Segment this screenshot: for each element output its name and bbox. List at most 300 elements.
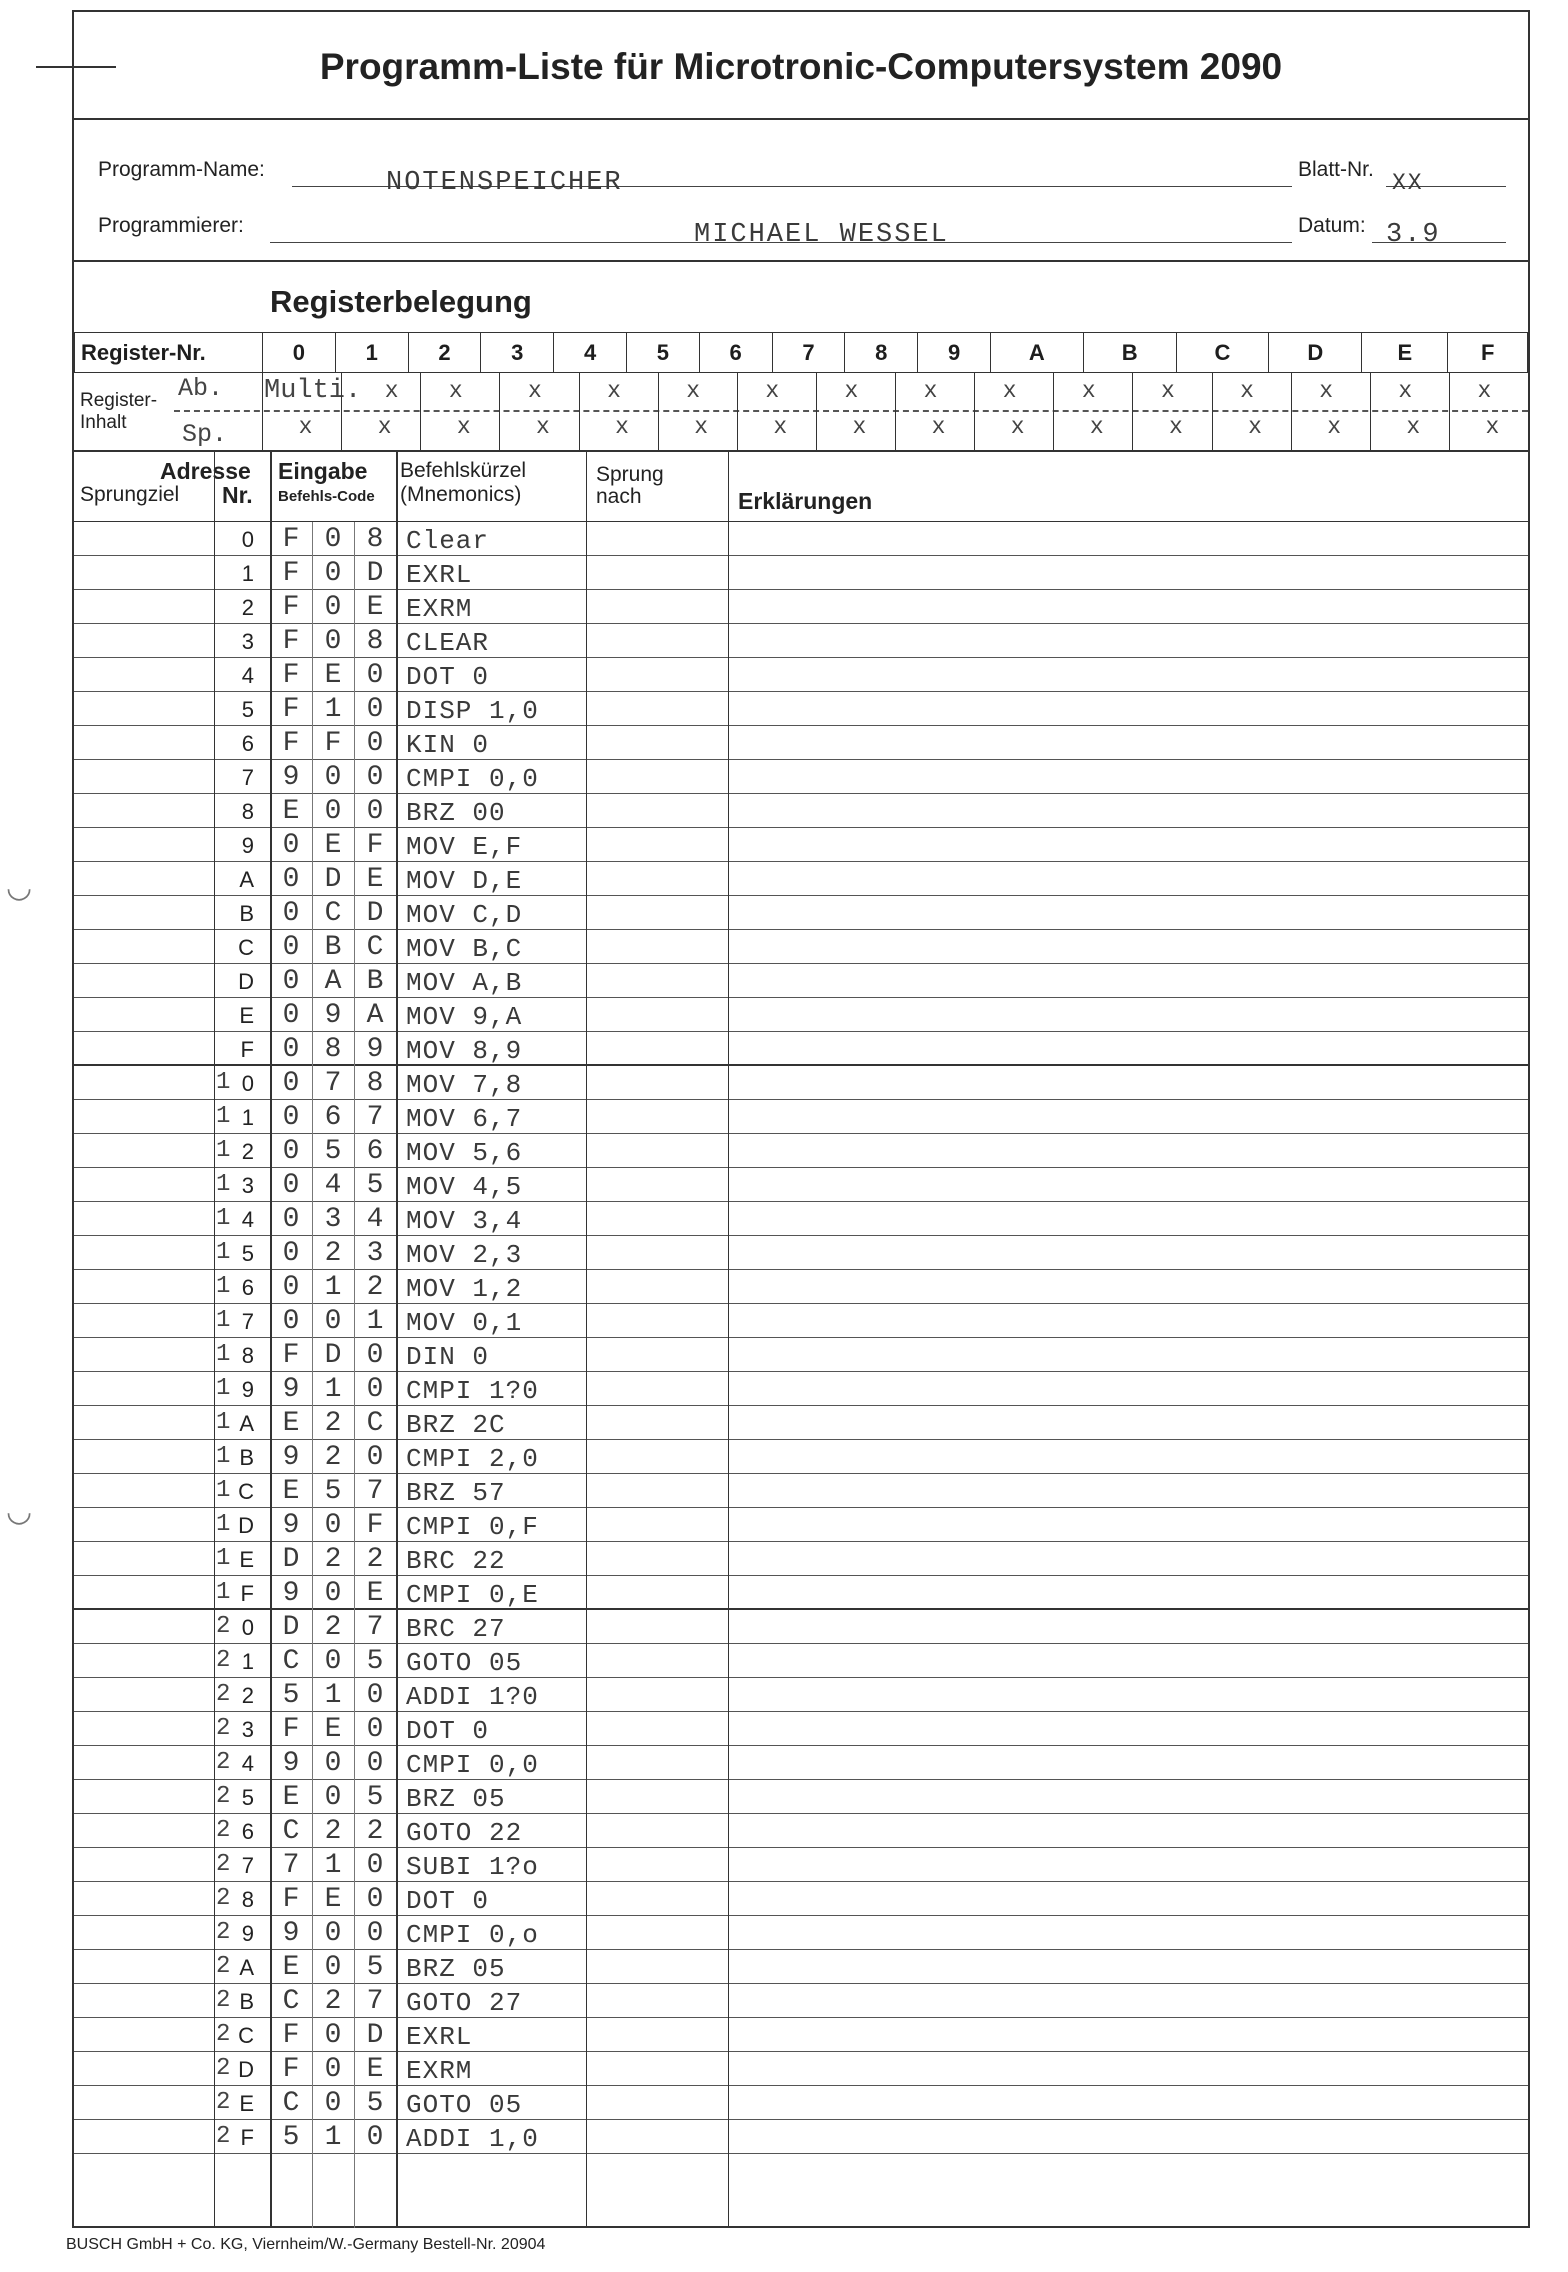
erklaerungen-label: Erklärungen: [738, 488, 873, 514]
blatt-value: XX: [1392, 170, 1424, 196]
mnemonic: DOT 0: [406, 1716, 490, 1746]
opcode-digit: 0: [324, 524, 342, 555]
address-high-digit: 1: [216, 1239, 231, 1266]
table-row: [74, 1304, 1528, 1338]
register-col-line: [1212, 372, 1213, 452]
opcode-digit: 1: [324, 1850, 342, 1881]
register-inhalt-label-2: Inhalt: [80, 412, 127, 433]
mnemonic: EXRM: [406, 594, 473, 624]
opcode-digit: D: [282, 1612, 300, 1643]
opcode-digit: 0: [282, 1102, 300, 1133]
sprungziel-label: Sprungziel: [80, 483, 180, 506]
programm-name-value: NOTENSPEICHER: [386, 168, 623, 198]
mnemonic: BRZ 00: [406, 798, 506, 828]
register-x-mark: x: [1485, 414, 1500, 440]
address-nr: A: [239, 1955, 254, 1980]
register-number: D: [1269, 333, 1362, 373]
mnemonic: MOV 3,4: [406, 1206, 523, 1236]
table-row: [74, 1168, 1528, 1202]
register-x-mark: x: [1327, 414, 1341, 440]
nr-label: Nr.: [222, 482, 253, 508]
register-x-mark: x: [607, 378, 621, 404]
address-high-digit: 2: [216, 2055, 231, 2082]
mnemonic: ADDI 1,0: [406, 2124, 539, 2154]
opcode-digit: F: [366, 830, 384, 861]
address-nr: 7: [241, 1309, 254, 1334]
program-sheet: [72, 10, 1530, 2228]
mnemonic: EXRM: [406, 2056, 473, 2086]
mnemonic: CMPI 0,E: [406, 1580, 539, 1610]
register-x-mark: x: [456, 414, 471, 440]
register-x-mark: x: [615, 414, 629, 440]
opcode-digit: F: [282, 2054, 300, 2085]
opcode-digit: 0: [324, 2088, 342, 2119]
opcode-digit: E: [282, 1476, 300, 1507]
opcode-digit: 7: [366, 1612, 384, 1643]
address-high-digit: 1: [216, 1579, 231, 1606]
mnemonic: CMPI 0,o: [406, 1920, 539, 1950]
table-row: [74, 1474, 1528, 1508]
opcode-digit: 2: [366, 1272, 384, 1303]
opcode-digit: 0: [366, 1748, 384, 1779]
opcode-digit: 0: [282, 1306, 300, 1337]
mnemonic: MOV 7,8: [406, 1070, 523, 1100]
opcode-digit: 0: [324, 1952, 342, 1983]
opcode-digit: 7: [366, 1102, 384, 1133]
register-label-line: [262, 372, 263, 452]
table-row: [74, 2120, 1528, 2154]
address-nr: 8: [241, 1887, 254, 1912]
register-number-table: [74, 332, 1528, 373]
register-x-mark: x: [1160, 378, 1175, 404]
table-row: [74, 1780, 1528, 1814]
opcode-digit: 0: [324, 2020, 342, 2051]
opcode-digit: 7: [366, 1986, 384, 2017]
mnemonic: BRZ 05: [406, 1784, 506, 1814]
opcode-digit: 8: [366, 1068, 384, 1099]
address-nr: E: [239, 2091, 254, 2116]
opcode-digit: 0: [324, 1510, 342, 1541]
opcode-digit: 5: [366, 1170, 384, 1201]
opcode-digit: 5: [282, 2122, 300, 2153]
opcode-digit: E: [324, 1884, 342, 1915]
address-nr: F: [240, 1037, 254, 1062]
opcode-digit: D: [366, 558, 384, 589]
address-nr: 5: [241, 697, 254, 722]
register-col-line: [420, 372, 421, 452]
register-number: F: [1448, 333, 1528, 373]
address-high-digit: 1: [216, 1443, 231, 1470]
opcode-digit: 1: [324, 1680, 342, 1711]
opcode-digit: E: [324, 1714, 342, 1745]
register-col-line: [341, 372, 342, 452]
address-high-digit: 1: [216, 1375, 231, 1402]
opcode-digit: 3: [324, 1204, 342, 1235]
mnemonic: KIN 0: [406, 730, 490, 760]
table-row: [74, 1066, 1528, 1100]
dashed-divider: [174, 410, 1528, 412]
opcode-digit: 7: [324, 1068, 342, 1099]
table-row: [74, 658, 1528, 692]
mnemonic: BRZ 2C: [406, 1410, 506, 1440]
address-high-digit: 1: [216, 1511, 231, 1538]
table-row: [74, 1372, 1528, 1406]
register-x-mark: x: [765, 378, 780, 404]
mnemonic: DOT 0: [406, 662, 490, 692]
address-nr: D: [238, 2057, 254, 2082]
opcode-digit: F: [282, 524, 300, 555]
mnemonic: MOV 4,5: [406, 1172, 523, 1202]
opcode-digit: 0: [282, 1170, 300, 1201]
register-col-line: [1528, 372, 1529, 452]
hand-sp: Sp.: [182, 420, 228, 449]
opcode-digit: 0: [324, 592, 342, 623]
opcode-digit: 9: [282, 1748, 300, 1779]
register-x-mark: x: [923, 378, 938, 404]
register-col-line: [499, 372, 500, 452]
address-high-digit: 1: [216, 1409, 231, 1436]
opcode-digit: E: [282, 1408, 300, 1439]
register-number: B: [1083, 333, 1176, 373]
programmierer-label: Programmierer:: [98, 214, 244, 237]
table-row: [74, 1270, 1528, 1304]
opcode-digit: 0: [366, 762, 384, 793]
table-row: [74, 1984, 1528, 2018]
mnemonic: BRZ 57: [406, 1478, 506, 1508]
opcode-digit: 2: [324, 1442, 342, 1473]
address-high-digit: 2: [216, 1681, 231, 1708]
opcode-digit: C: [282, 1816, 300, 1847]
opcode-digit: 2: [324, 1612, 342, 1643]
mnemonic: MOV 8,9: [406, 1036, 523, 1066]
opcode-digit: 5: [324, 1476, 342, 1507]
table-row: [74, 726, 1528, 760]
address-high-digit: 1: [216, 1205, 231, 1232]
opcode-digit: D: [282, 1544, 300, 1575]
table-row: [74, 1814, 1528, 1848]
opcode-digit: 4: [366, 1204, 384, 1235]
table-row: [74, 522, 1528, 556]
opcode-digit: 2: [366, 1544, 384, 1575]
opcode-digit: 9: [282, 762, 300, 793]
address-nr: C: [238, 935, 254, 960]
opcode-digit: F: [282, 592, 300, 623]
address-high-digit: 2: [216, 1851, 231, 1878]
adresse-label: Adresse: [160, 458, 251, 484]
opcode-digit: 0: [282, 1000, 300, 1031]
opcode-digit: 1: [324, 1374, 342, 1405]
register-col-line: [816, 372, 817, 452]
opcode-digit: 0: [282, 1034, 300, 1065]
address-nr: 9: [241, 1921, 254, 1946]
register-x-mark: x: [773, 414, 788, 440]
opcode-digit: 0: [324, 1782, 342, 1813]
address-nr: 3: [241, 1173, 254, 1198]
opcode-digit: 0: [324, 796, 342, 827]
register-x-mark: x: [1081, 378, 1096, 404]
table-row: [74, 1202, 1528, 1236]
opcode-digit: C: [324, 898, 342, 929]
mnemonic: ADDI 1?0: [406, 1682, 539, 1712]
opcode-digit: 0: [282, 966, 300, 997]
opcode-digit: 1: [324, 2122, 342, 2153]
opcode-digit: E: [366, 1578, 384, 1609]
mnemonic: MOV 5,6: [406, 1138, 523, 1168]
address-nr: 3: [241, 1717, 254, 1742]
address-nr: D: [238, 969, 254, 994]
address-high-digit: 1: [216, 1273, 231, 1300]
opcode-digit: 0: [366, 1884, 384, 1915]
hand-multi: Multi.: [264, 376, 362, 406]
table-row: [74, 2018, 1528, 2052]
opcode-digit: 9: [282, 1578, 300, 1609]
mnemonic: GOTO 27: [406, 1988, 523, 2018]
register-number: 5: [626, 333, 699, 373]
address-nr: 9: [241, 1377, 254, 1402]
register-number: 8: [845, 333, 918, 373]
opcode-digit: E: [324, 830, 342, 861]
programm-name-label: Programm-Name:: [98, 158, 265, 181]
mnemonic: BRZ 05: [406, 1954, 506, 1984]
table-row: [74, 1576, 1528, 1610]
mnemonic: MOV 0,1: [406, 1308, 523, 1338]
nach-label: nach: [596, 485, 642, 508]
address-nr: 7: [241, 1853, 254, 1878]
address-nr: 9: [241, 833, 254, 858]
opcode-digit: 4: [324, 1170, 342, 1201]
register-number: C: [1176, 333, 1269, 373]
address-high-digit: 2: [216, 2123, 231, 2150]
opcode-digit: 0: [366, 1680, 384, 1711]
opcode-digit: F: [282, 2020, 300, 2051]
address-high-digit: 1: [216, 1545, 231, 1572]
register-x-mark: x: [535, 414, 550, 440]
table-row: [74, 828, 1528, 862]
table-row: [74, 1542, 1528, 1576]
table-row: [74, 862, 1528, 896]
mnemonic: BRC 22: [406, 1546, 506, 1576]
mnemonics-label: (Mnemonics): [400, 483, 522, 506]
address-nr: B: [239, 901, 254, 926]
table-row: [74, 1610, 1528, 1644]
opcode-digit: A: [366, 1000, 384, 1031]
opcode-digit: 0: [366, 694, 384, 725]
opcode-digit: 5: [366, 1952, 384, 1983]
blatt-label: Blatt-Nr.: [1298, 158, 1374, 181]
address-nr: C: [238, 1479, 254, 1504]
opcode-digit: 0: [324, 1748, 342, 1779]
programmierer-value: MICHAEL WESSEL: [694, 220, 949, 250]
opcode-digit: 6: [324, 1102, 342, 1133]
opcode-digit: F: [282, 1340, 300, 1371]
opcode-digit: 0: [324, 558, 342, 589]
opcode-digit: C: [366, 1408, 384, 1439]
register-x-mark: x: [1398, 378, 1413, 404]
register-number: 2: [408, 333, 481, 373]
opcode-digit: 9: [366, 1034, 384, 1065]
opcode-digit: 0: [366, 796, 384, 827]
opcode-digit: 0: [282, 1136, 300, 1167]
table-row: [74, 1440, 1528, 1474]
opcode-digit: F: [282, 660, 300, 691]
register-col-line: [658, 372, 659, 452]
table-row: [74, 2052, 1528, 2086]
address-nr: D: [238, 1513, 254, 1538]
register-x-mark: x: [1240, 378, 1254, 404]
opcode-digit: 0: [366, 1442, 384, 1473]
col-line-code: [396, 452, 398, 2228]
opcode-digit: 0: [282, 864, 300, 895]
register-content-row: [74, 372, 1528, 452]
opcode-digit: F: [366, 1510, 384, 1541]
address-high-digit: 2: [216, 1613, 231, 1640]
col-line-code-a: [312, 522, 313, 2228]
table-row: [74, 930, 1528, 964]
page-title: Programm-Liste für Microtronic-Computersystem 2090: [74, 12, 1528, 120]
address-nr: 4: [241, 663, 254, 688]
befehlskuerzel-label: Befehlskürzel: [400, 459, 527, 482]
mnemonic: MOV E,F: [406, 832, 523, 862]
opcode-digit: 2: [324, 1408, 342, 1439]
col-line-sprung: [728, 452, 729, 2228]
opcode-digit: B: [324, 932, 342, 963]
opcode-digit: E: [366, 2054, 384, 2085]
register-col-line: [1449, 372, 1450, 452]
address-high-digit: 2: [216, 2021, 231, 2048]
table-row: [74, 1916, 1528, 1950]
opcode-digit: F: [282, 626, 300, 657]
address-nr: B: [239, 1445, 254, 1470]
opcode-digit: D: [366, 898, 384, 929]
opcode-digit: 7: [282, 1850, 300, 1881]
opcode-digit: E: [366, 864, 384, 895]
address-nr: 1: [241, 1649, 254, 1674]
address-high-digit: 2: [216, 1715, 231, 1742]
col-line-sprungziel: [214, 452, 215, 2228]
hand-ab: Ab.: [178, 374, 224, 403]
opcode-digit: 1: [324, 694, 342, 725]
sprung-label: Sprung: [596, 463, 664, 486]
punch-hole-mark: ◡: [6, 1494, 33, 1529]
col-line-code-b: [354, 522, 355, 2228]
opcode-digit: 0: [282, 1068, 300, 1099]
address-high-digit: 1: [216, 1307, 231, 1334]
mnemonic: DISP 1,0: [406, 696, 539, 726]
register-x-mark: x: [1089, 414, 1104, 440]
address-high-digit: 1: [216, 1477, 231, 1504]
opcode-digit: 0: [282, 1238, 300, 1269]
register-x-mark: x: [377, 414, 392, 440]
opcode-digit: 0: [282, 1204, 300, 1235]
opcode-digit: 8: [366, 524, 384, 555]
address-nr: 7: [241, 765, 254, 790]
address-nr: 2: [241, 1139, 254, 1164]
register-number: 6: [699, 333, 772, 373]
table-row: [74, 1644, 1528, 1678]
address-nr: 6: [241, 731, 254, 756]
mnemonic: MOV 2,3: [406, 1240, 523, 1270]
opcode-digit: 7: [366, 1476, 384, 1507]
punch-hole-mark: ◡: [6, 870, 33, 905]
befehls-code-label: Befehls-Code: [278, 488, 375, 505]
datum-label: Datum:: [1298, 214, 1366, 237]
mnemonic: MOV 6,7: [406, 1104, 523, 1134]
mnemonic: GOTO 05: [406, 1648, 523, 1678]
address-nr: 0: [241, 1071, 254, 1096]
opcode-digit: 9: [282, 1442, 300, 1473]
register-col-line: [1291, 372, 1292, 452]
register-col-line: [579, 372, 580, 452]
opcode-digit: F: [282, 1884, 300, 1915]
table-row: [74, 1508, 1528, 1542]
register-number: 3: [481, 333, 554, 373]
address-high-digit: 2: [216, 1783, 231, 1810]
opcode-digit: D: [324, 1340, 342, 1371]
register-x-mark: x: [1168, 414, 1183, 440]
address-high-digit: 1: [216, 1069, 231, 1096]
address-high-digit: 2: [216, 1953, 231, 1980]
opcode-digit: E: [366, 592, 384, 623]
col-line-nr: [270, 452, 272, 2228]
register-x-mark: x: [686, 378, 700, 404]
opcode-digit: C: [282, 1646, 300, 1677]
opcode-digit: F: [282, 558, 300, 589]
table-row: [74, 1100, 1528, 1134]
address-nr: A: [239, 867, 254, 892]
register-col-line: [974, 372, 975, 452]
address-nr: E: [239, 1547, 254, 1572]
opcode-digit: 2: [324, 1544, 342, 1575]
register-x-mark: x: [448, 378, 463, 404]
register-inhalt-label-1: Register-: [80, 390, 158, 411]
address-high-digit: 2: [216, 1749, 231, 1776]
mnemonic: CMPI 0,0: [406, 764, 539, 794]
mnemonic: CLEAR: [406, 628, 490, 658]
mnemonic: MOV B,C: [406, 934, 523, 964]
opcode-digit: 0: [324, 1578, 342, 1609]
opcode-digit: 0: [282, 1272, 300, 1303]
table-row: [74, 998, 1528, 1032]
mnemonic: CMPI 0,0: [406, 1750, 539, 1780]
register-x-mark: x: [1319, 378, 1333, 404]
address-nr: 5: [241, 1785, 254, 1810]
register-x-mark: x: [1010, 414, 1025, 440]
table-row: [74, 794, 1528, 828]
address-nr: 8: [241, 1343, 254, 1368]
address-nr: 4: [241, 1207, 254, 1232]
opcode-digit: 3: [366, 1238, 384, 1269]
address-high-digit: 1: [216, 1137, 231, 1164]
opcode-digit: 8: [324, 1034, 342, 1065]
address-nr: 5: [241, 1241, 254, 1266]
opcode-digit: 2: [324, 1986, 342, 2017]
address-nr: E: [239, 1003, 254, 1028]
register-x-mark: x: [298, 414, 313, 440]
mnemonic: MOV 9,A: [406, 1002, 523, 1032]
address-high-digit: 2: [216, 1885, 231, 1912]
footer: BUSCH GmbH + Co. KG, Viernheim/W.-Germany Bestell-Nr. 20904: [66, 2236, 546, 2253]
mnemonic: CMPI 0,F: [406, 1512, 539, 1542]
table-row: [74, 1678, 1528, 1712]
address-nr: 2: [241, 1683, 254, 1708]
address-high-digit: 2: [216, 1919, 231, 1946]
opcode-digit: 0: [366, 2122, 384, 2153]
mnemonic: EXRL: [406, 560, 473, 590]
register-number: A: [990, 333, 1083, 373]
mnemonic: GOTO 22: [406, 1818, 523, 1848]
listing-header: [74, 452, 1528, 522]
opcode-digit: 5: [366, 2088, 384, 2119]
